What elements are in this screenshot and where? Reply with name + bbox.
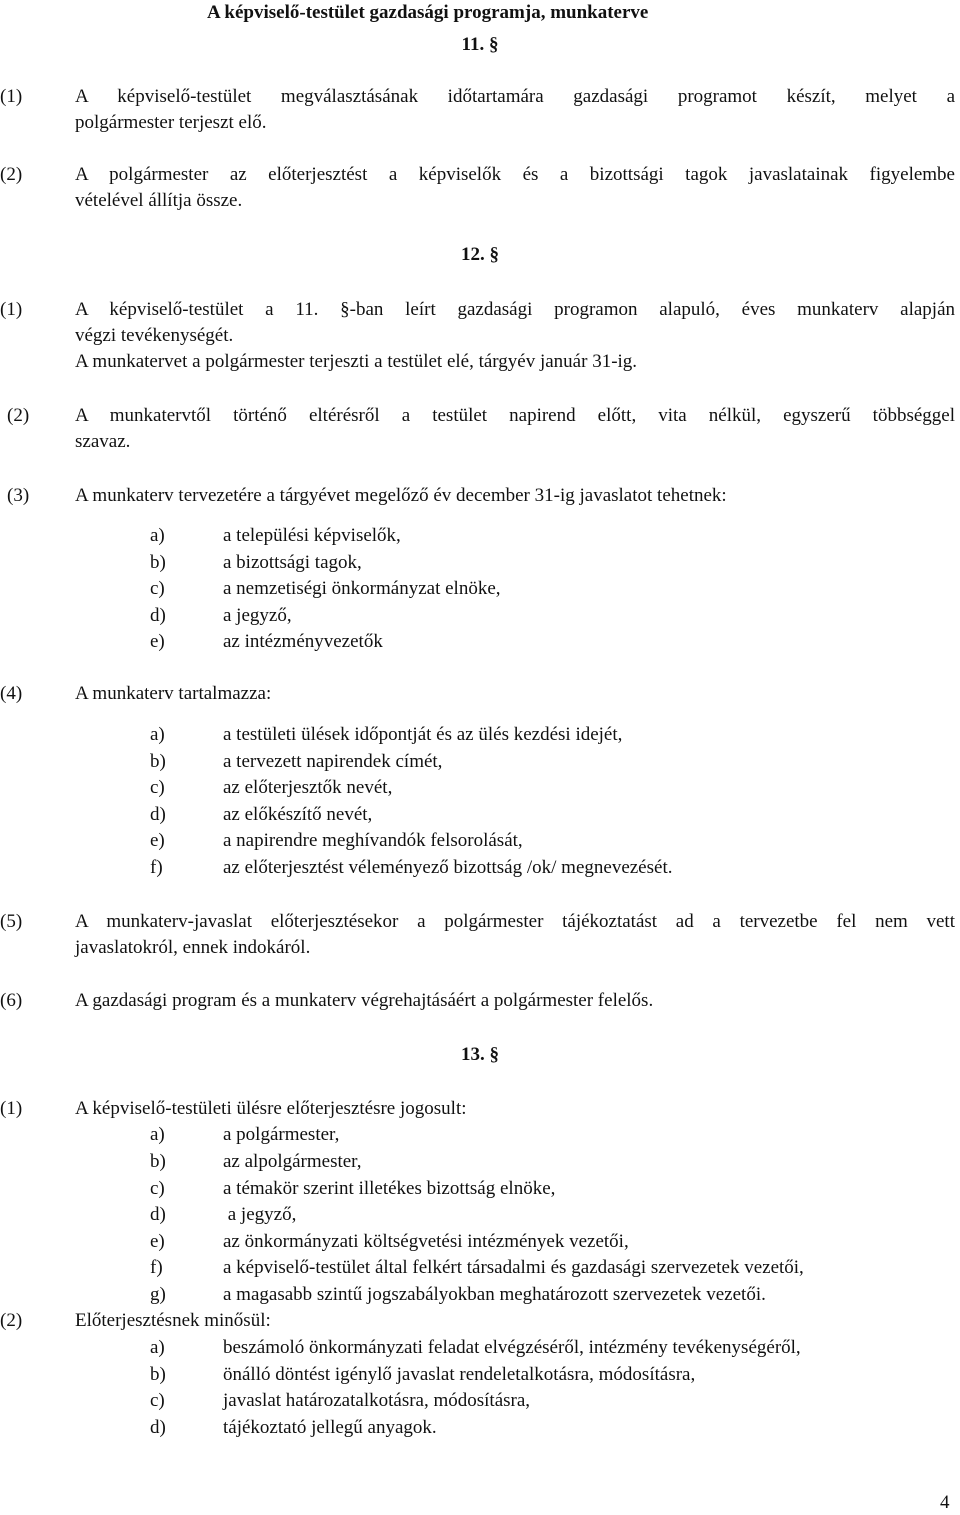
paragraph-number: (4): [0, 683, 23, 704]
list-letter: a): [150, 525, 165, 546]
list-item: a testületi ülések időpontját és az ülés kezdési idejét,: [223, 724, 623, 745]
list-letter: f): [150, 857, 163, 878]
list-letter: c): [150, 578, 165, 599]
paragraph-text: A munkaterv tartalmazza:: [75, 683, 272, 704]
paragraph-text: A gazdasági program és a munkaterv végrehajtásáért a polgármester felelős.: [75, 990, 654, 1011]
section-heading-13: 13. §: [461, 1044, 499, 1065]
list-letter: b): [150, 751, 166, 772]
paragraph-text: A munkatervet a polgármester terjeszti a testület elé, tárgyév január 31-ig.: [75, 351, 638, 372]
list-item: a bizottsági tagok,: [223, 552, 362, 573]
list-item: önálló döntést igénylő javaslat rendeletalkotásra, módosításra,: [223, 1364, 696, 1385]
list-item: a témakör szerint illetékes bizottság elnöke,: [223, 1178, 556, 1199]
list-letter: c): [150, 1390, 165, 1411]
paragraph-text: A polgármester az előterjesztést a képviselők és a bizottsági tagok javaslatainak figyelembe: [75, 164, 955, 185]
list-letter: d): [150, 1417, 166, 1438]
list-letter: d): [150, 605, 166, 626]
paragraph-number: (2): [7, 405, 30, 426]
list-item: a települési képviselők,: [223, 525, 401, 546]
list-letter: b): [150, 1364, 166, 1385]
list-item: a jegyző,: [223, 605, 292, 626]
list-item: az előkészítő nevét,: [223, 804, 373, 825]
list-item: a jegyző,: [223, 1204, 297, 1225]
list-letter: a): [150, 1124, 165, 1145]
paragraph-text: A munkatervtől történő eltérésről a testület napirend előtt, vita nélkül, egyszerű többséggel: [75, 405, 955, 426]
section-heading-11: 11. §: [461, 34, 499, 55]
paragraph-text: A képviselő-testület a 11. §-ban leírt gazdasági programon alapuló, éves munkaterv alapján: [75, 299, 955, 320]
list-item: az előterjesztést véleményező bizottság /ok/ megnevezését.: [223, 857, 673, 878]
paragraph-text: végzi tevékenységét.: [75, 325, 234, 346]
list-item: az alpolgármester,: [223, 1151, 362, 1172]
list-letter: b): [150, 1151, 166, 1172]
page-number: 4: [940, 1492, 950, 1513]
list-letter: b): [150, 552, 166, 573]
paragraph-number: (2): [0, 164, 23, 185]
list-letter: a): [150, 1337, 165, 1358]
list-letter: a): [150, 724, 165, 745]
list-item: tájékoztató jellegű anyagok.: [223, 1417, 437, 1438]
list-item: az intézményvezetők: [223, 631, 383, 652]
paragraph-number: (6): [0, 990, 23, 1011]
paragraph-text: Előterjesztésnek minősül:: [75, 1310, 271, 1331]
list-letter: c): [150, 777, 165, 798]
list-letter: c): [150, 1178, 165, 1199]
list-item: a nemzetiségi önkormányzat elnöke,: [223, 578, 501, 599]
paragraph-text: vételével állítja össze.: [75, 190, 243, 211]
paragraph-number: (1): [0, 299, 23, 320]
paragraph-text: A munkaterv tervezetére a tárgyévet megelőző év december 31-ig javaslatot tehetnek:: [75, 485, 727, 506]
list-letter: e): [150, 631, 165, 652]
list-item: a napirendre meghívandók felsorolását,: [223, 830, 523, 851]
paragraph-number: (1): [0, 1098, 23, 1119]
paragraph-text: szavaz.: [75, 431, 131, 452]
paragraph-number: (2): [0, 1310, 23, 1331]
paragraph-number: (3): [7, 485, 30, 506]
paragraph-text: polgármester terjeszt elő.: [75, 112, 267, 133]
list-item: a polgármester,: [223, 1124, 340, 1145]
list-letter: g): [150, 1284, 166, 1305]
list-item: az önkormányzati költségvetési intézmények vezetői,: [223, 1231, 629, 1252]
list-letter: d): [150, 1204, 166, 1225]
list-item: az előterjesztők nevét,: [223, 777, 393, 798]
document-title: A képviselő-testület gazdasági programja, munkaterve: [207, 2, 649, 23]
paragraph-text: A képviselő-testületi ülésre előterjesztésre jogosult:: [75, 1098, 467, 1119]
paragraph-text: javaslatokról, ennek indokáról.: [75, 937, 311, 958]
list-letter: e): [150, 830, 165, 851]
section-heading-12: 12. §: [461, 244, 499, 265]
list-item: javaslat határozatalkotásra, módosításra,: [223, 1390, 531, 1411]
list-item: beszámoló önkormányzati feladat elvégzéséről, intézmény tevékenységéről,: [223, 1337, 801, 1358]
list-letter: d): [150, 804, 166, 825]
paragraph-text: A képviselő-testület megválasztásának időtartamára gazdasági programot készít, melyet a: [75, 86, 955, 107]
list-letter: e): [150, 1231, 165, 1252]
list-letter: f): [150, 1257, 163, 1278]
paragraph-number: (5): [0, 911, 23, 932]
list-item: a tervezett napirendek címét,: [223, 751, 443, 772]
paragraph-number: (1): [0, 86, 23, 107]
paragraph-text: A munkaterv-javaslat előterjesztésekor a polgármester tájékoztatást ad a tervezetbe fel nem vett: [75, 911, 955, 932]
list-item: a magasabb szintű jogszabályokban meghatározott szervezetek vezetői.: [223, 1284, 766, 1305]
list-item: a képviselő-testület által felkért társadalmi és gazdasági szervezetek vezetői,: [223, 1257, 804, 1278]
